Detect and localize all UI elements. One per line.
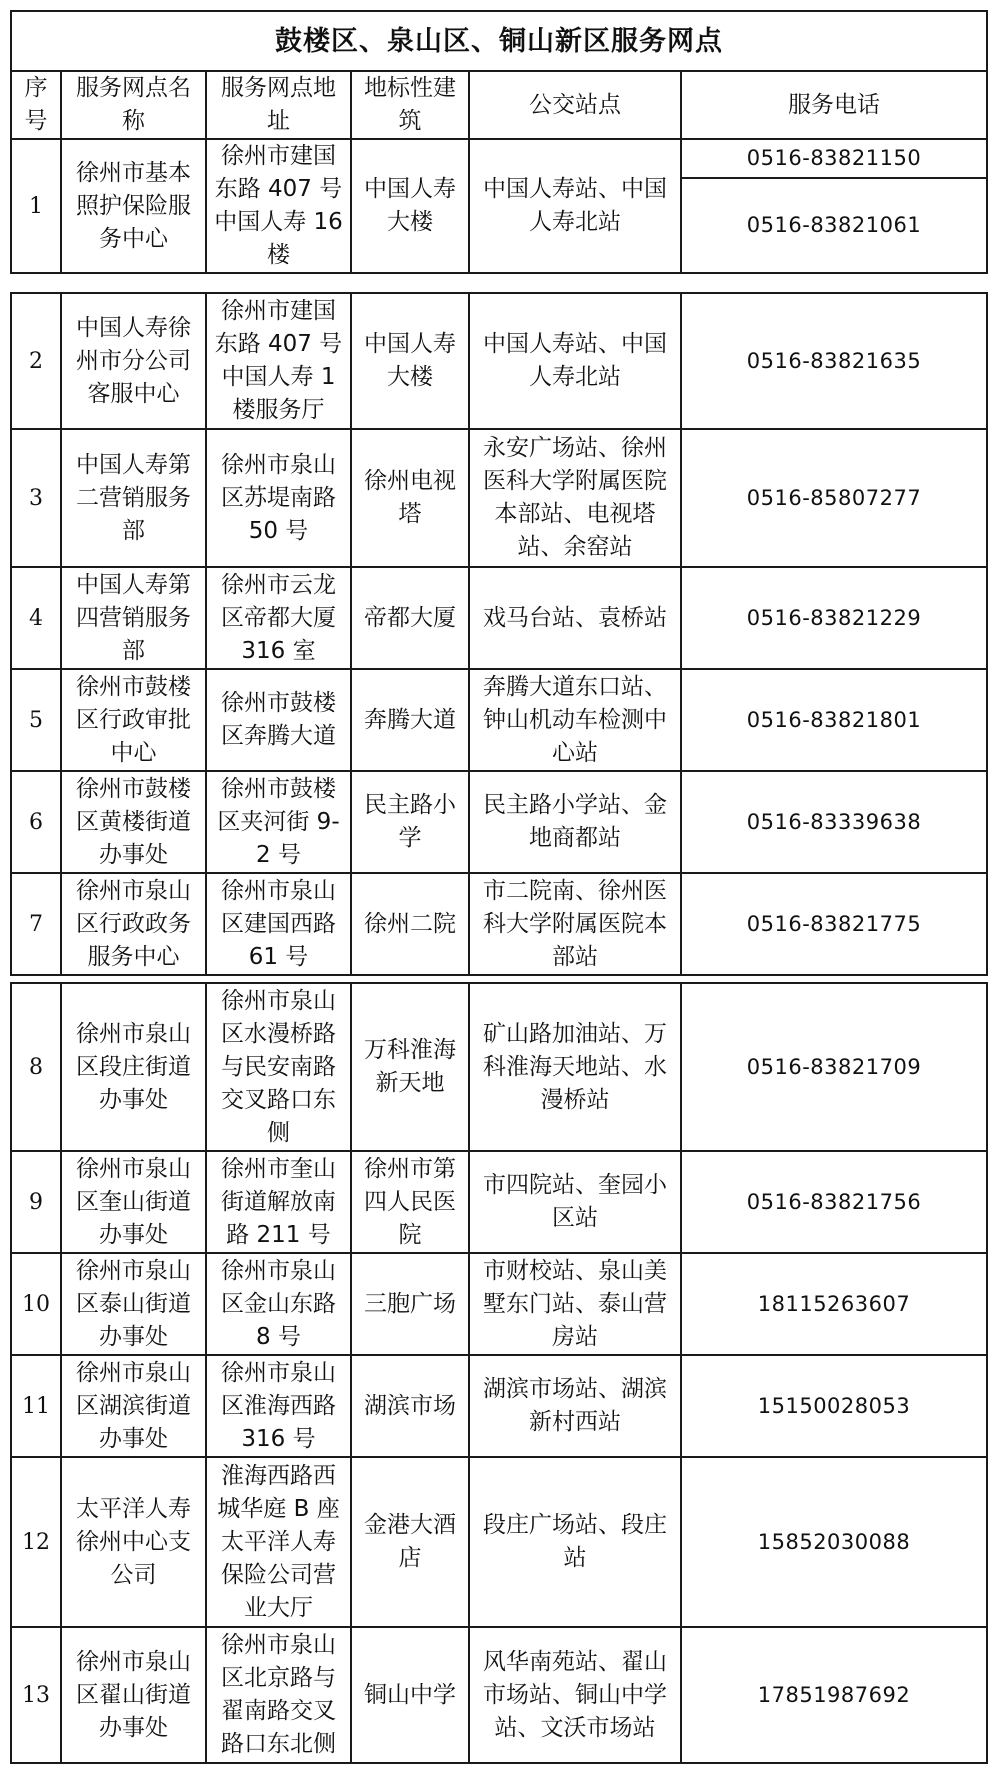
row-no: 4 (11, 567, 61, 669)
row-name: 徐州市泉山区泰山街道办事处 (61, 1253, 206, 1355)
row-landmark: 徐州二院 (351, 873, 469, 975)
row-bus: 戏马台站、袁桥站 (469, 567, 681, 669)
row-landmark: 徐州市第四人民医院 (351, 1151, 469, 1253)
row-address: 徐州市建国东路 407 号中国人寿 1 楼服务厅 (206, 293, 351, 429)
table-row (11, 567, 987, 669)
row-address: 淮海西路西城华庭 B 座太平洋人寿保险公司营业大厅 (206, 1457, 351, 1627)
row-phone: 17851987692 (681, 1627, 987, 1763)
table-row (11, 1627, 987, 1763)
service-table (10, 10, 988, 274)
row-no: 13 (11, 1627, 61, 1763)
row-phone: 0516-83821801 (681, 669, 987, 771)
row-no: 12 (11, 1457, 61, 1627)
row-address: 徐州市泉山区建国西路 61 号 (206, 873, 351, 975)
row-bus: 永安广场站、徐州医科大学附属医院本部站、电视塔站、余窑站 (469, 429, 681, 567)
row-name: 徐州市泉山区湖滨街道办事处 (61, 1355, 206, 1457)
row-phone: 18115263607 (681, 1253, 987, 1355)
row-no: 8 (11, 983, 61, 1151)
row-address: 徐州市鼓楼区奔腾大道 (206, 669, 351, 771)
row-name: 中国人寿第二营销服务部 (61, 429, 206, 567)
row-bus: 矿山路加油站、万科淮海天地站、水漫桥站 (469, 983, 681, 1151)
table-row (11, 669, 987, 771)
row-bus: 中国人寿站、中国人寿北站 (469, 139, 681, 273)
row-phone: 0516-83821229 (681, 567, 987, 669)
row-no: 9 (11, 1151, 61, 1253)
row-phone: 0516-83821775 (681, 873, 987, 975)
row-no: 2 (11, 293, 61, 429)
row-bus: 湖滨市场站、湖滨新村西站 (469, 1355, 681, 1457)
table-row (11, 983, 987, 1151)
row-landmark: 金港大酒店 (351, 1457, 469, 1627)
row-name: 徐州市泉山区翟山街道办事处 (61, 1627, 206, 1763)
table-title: 鼓楼区、泉山区、铜山新区服务网点 (11, 11, 987, 71)
row-phone: 0516-85807277 (681, 429, 987, 567)
row-landmark: 徐州电视塔 (351, 429, 469, 567)
row-landmark: 三胞广场 (351, 1253, 469, 1355)
table-row (11, 1253, 987, 1355)
row-address: 徐州市泉山区北京路与翟南路交叉路口东北侧 (206, 1627, 351, 1763)
table-row (11, 771, 987, 873)
row-no: 5 (11, 669, 61, 771)
header-phone: 服务电话 (681, 71, 987, 139)
header-landmark: 地标性建筑 (351, 71, 469, 139)
service-table (10, 292, 988, 976)
header-no: 序号 (11, 71, 61, 139)
table-segment-2 (10, 292, 986, 976)
row-bus: 民主路小学站、金地商都站 (469, 771, 681, 873)
row-landmark: 奔腾大道 (351, 669, 469, 771)
row-address: 徐州市泉山区淮海西路 316 号 (206, 1355, 351, 1457)
row-address: 徐州市云龙区帝都大厦 316 室 (206, 567, 351, 669)
row-name: 徐州市鼓楼区黄楼街道办事处 (61, 771, 206, 873)
table-row (11, 293, 987, 429)
table-row (11, 1457, 987, 1627)
row-bus: 段庄广场站、段庄站 (469, 1457, 681, 1627)
row-no: 3 (11, 429, 61, 567)
row-name: 徐州市基本照护保险服务中心 (61, 139, 206, 273)
row-name: 中国人寿第四营销服务部 (61, 567, 206, 669)
header-bus: 公交站点 (469, 71, 681, 139)
table-row (11, 873, 987, 975)
header-name: 服务网点名称 (61, 71, 206, 139)
row-bus: 风华南苑站、翟山市场站、铜山中学站、文沃市场站 (469, 1627, 681, 1763)
row-no: 11 (11, 1355, 61, 1457)
row-address: 徐州市建国东路 407 号中国人寿 16 楼 (206, 139, 351, 273)
row-bus: 中国人寿站、中国人寿北站 (469, 293, 681, 429)
row-no: 1 (11, 139, 61, 273)
row-address: 徐州市奎山街道解放南路 211 号 (206, 1151, 351, 1253)
row-name: 徐州市鼓楼区行政审批中心 (61, 669, 206, 771)
row-phone: 15150028053 (681, 1355, 987, 1457)
row-phone: 0516-83821150 (681, 139, 987, 178)
row-address: 徐州市泉山区金山东路 8 号 (206, 1253, 351, 1355)
row-address: 徐州市泉山区苏堤南路 50 号 (206, 429, 351, 567)
row-bus: 市财校站、泉山美墅东门站、泰山营房站 (469, 1253, 681, 1355)
row-name: 中国人寿徐州市分公司客服中心 (61, 293, 206, 429)
row-name: 徐州市泉山区奎山街道办事处 (61, 1151, 206, 1253)
table-row (11, 1355, 987, 1457)
row-phone: 0516-83821709 (681, 983, 987, 1151)
table-row (11, 429, 987, 567)
row-landmark: 铜山中学 (351, 1627, 469, 1763)
table-segment-1 (10, 10, 986, 274)
row-no: 7 (11, 873, 61, 975)
row-phone: 0516-83821635 (681, 293, 987, 429)
row-phone: 0516-83821756 (681, 1151, 987, 1253)
row-phone: 0516-83821061 (681, 178, 987, 273)
row-name: 太平洋人寿徐州中心支公司 (61, 1457, 206, 1627)
row-address: 徐州市泉山区水漫桥路与民安南路交叉路口东侧 (206, 983, 351, 1151)
row-landmark: 民主路小学 (351, 771, 469, 873)
row-bus: 市四院站、奎园小区站 (469, 1151, 681, 1253)
header-address: 服务网点地址 (206, 71, 351, 139)
row-phone: 15852030088 (681, 1457, 987, 1627)
table-row (11, 139, 987, 178)
row-bus: 市二院南、徐州医科大学附属医院本部站 (469, 873, 681, 975)
row-phone: 0516-83339638 (681, 771, 987, 873)
row-landmark: 中国人寿大楼 (351, 293, 469, 429)
row-landmark: 中国人寿大楼 (351, 139, 469, 273)
row-no: 10 (11, 1253, 61, 1355)
row-landmark: 湖滨市场 (351, 1355, 469, 1457)
table-row (11, 1151, 987, 1253)
row-landmark: 帝都大厦 (351, 567, 469, 669)
row-name: 徐州市泉山区段庄街道办事处 (61, 983, 206, 1151)
row-no: 6 (11, 771, 61, 873)
row-bus: 奔腾大道东口站、钟山机动车检测中心站 (469, 669, 681, 771)
service-table (10, 982, 988, 1764)
row-name: 徐州市泉山区行政政务服务中心 (61, 873, 206, 975)
table-segment-3 (10, 982, 986, 1764)
row-address: 徐州市鼓楼区夹河街 9-2 号 (206, 771, 351, 873)
row-landmark: 万科淮海新天地 (351, 983, 469, 1151)
